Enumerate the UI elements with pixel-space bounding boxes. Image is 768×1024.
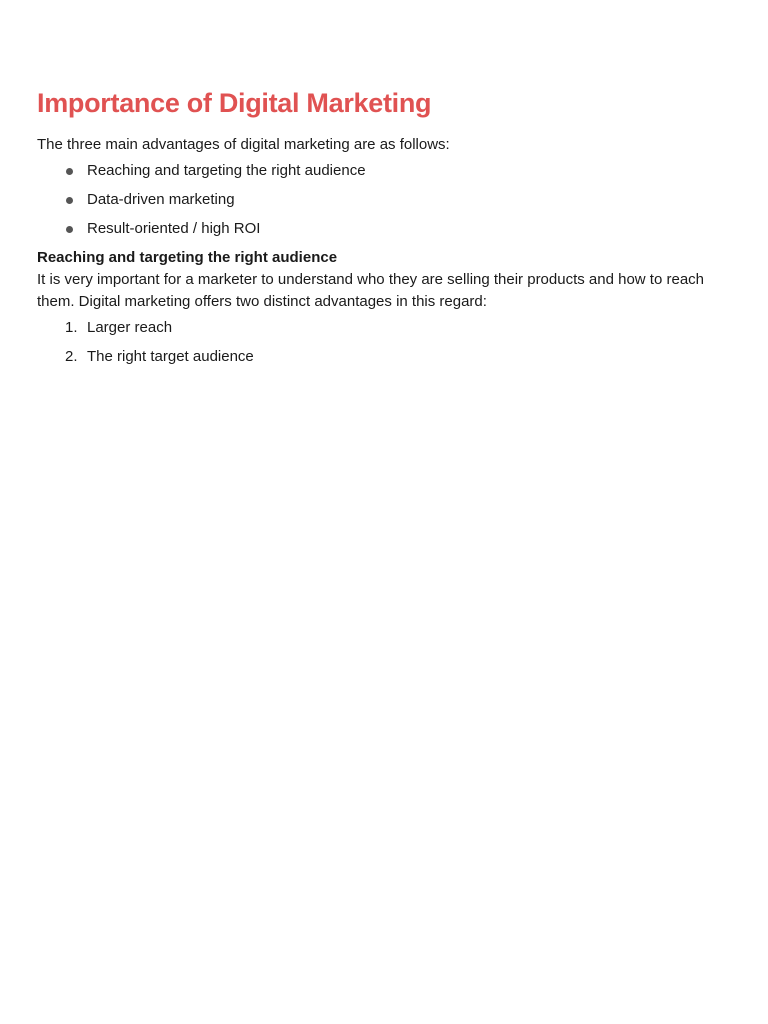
reach-list xyxy=(37,317,737,368)
intro-text: The three main advantages of digital marketing are as follows: xyxy=(37,136,450,153)
bullet-icon xyxy=(66,226,73,233)
bullet-icon xyxy=(66,197,73,204)
list-item-text: The right target audience xyxy=(87,348,254,365)
bullet-icon xyxy=(66,168,73,175)
list-item-number: 1. xyxy=(65,319,78,336)
list-item xyxy=(37,218,737,240)
list-item-text: Reaching and targeting the right audience xyxy=(87,162,366,179)
document-page xyxy=(37,84,737,375)
section-paragraph: It is very important for a marketer to understand who they are selling their products and how to reach them. Digital marketing offers two distinct advantages in this regard: xyxy=(37,271,705,310)
list-item xyxy=(37,317,737,339)
list-item xyxy=(37,346,737,368)
list-item-text: Data-driven marketing xyxy=(87,191,235,208)
list-item-text: Result-oriented / high ROI xyxy=(87,220,261,237)
list-item xyxy=(37,160,737,182)
advantages-list xyxy=(37,160,737,240)
list-item xyxy=(37,189,737,211)
page-title: Importance of Digital Marketing xyxy=(37,88,432,118)
list-item-text: Larger reach xyxy=(87,319,173,336)
list-item-number: 2. xyxy=(65,348,78,365)
section-heading: Reaching and targeting the right audience xyxy=(37,249,338,266)
